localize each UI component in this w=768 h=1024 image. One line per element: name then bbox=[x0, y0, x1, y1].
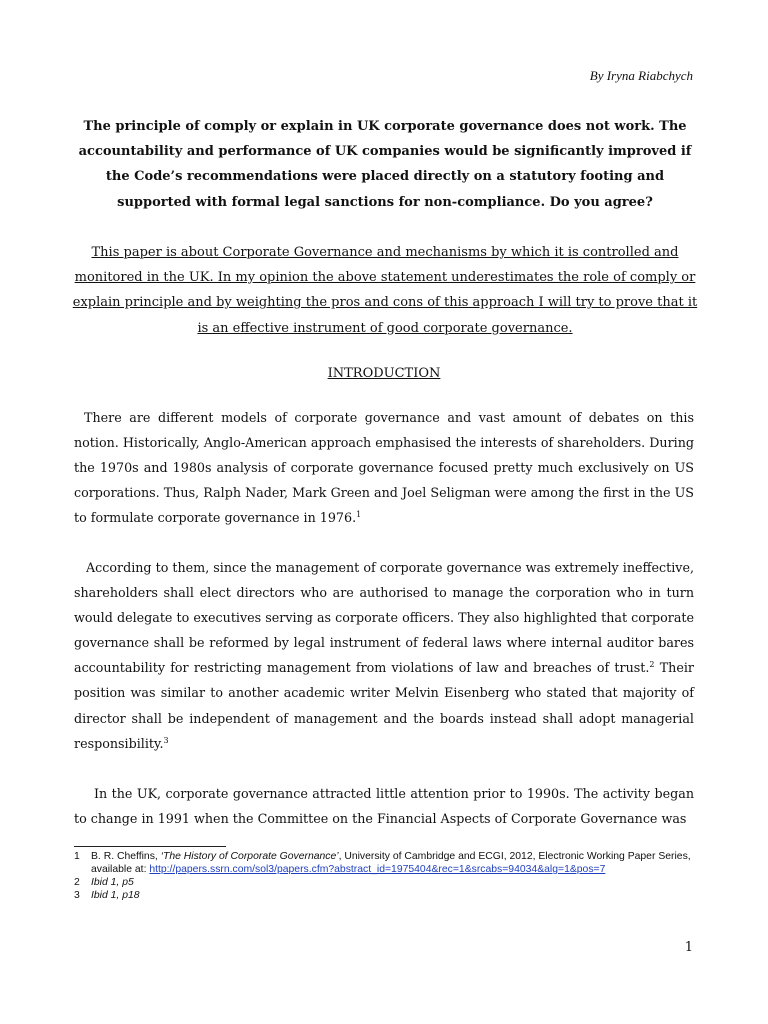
page-number: 1 bbox=[684, 940, 693, 955]
paragraph-1-text: There are different models of corporate governance and vast amount of debates on this notion. Historically, Anglo-American approach emphasised the interests of shareholders. During the 1970s and 1980s analysis of corporate governance focused pretty much exclusively on US corporations. Thus, Ralph Nader, Mark Green and Joel Seligman were among the first in the US to formulate corporate governance in 1976. bbox=[74, 410, 694, 526]
author-byline: By Iryna Riabchych bbox=[589, 68, 693, 83]
footnote-1-title: ‘The History of Corporate Governance’ bbox=[160, 851, 339, 862]
footnote-ref-3[interactable]: 3 bbox=[163, 735, 169, 745]
footnote-number: 2 bbox=[74, 877, 80, 889]
footnote-2 bbox=[74, 876, 704, 889]
paragraph-2 bbox=[74, 555, 694, 756]
footnote-2-text: Ibid 1, p5 bbox=[91, 877, 134, 889]
footnote-3 bbox=[74, 889, 704, 902]
footnote-number: 3 bbox=[74, 890, 80, 902]
footnote-number: 1 bbox=[74, 851, 80, 862]
paragraph-3-text: In the UK, corporate governance attracted little attention prior to 1990s. The activity began to change in 1991 when the Committee on the Financial Aspects of Corporate Governance was bbox=[74, 786, 694, 827]
footnote-1-link[interactable]: http://papers.ssrn.com/sol3/papers.cfm?abstract_id=1975404&rec=1&srcabs=94034&alg=1&pos=7 bbox=[149, 864, 606, 876]
footnote-ref-1[interactable]: 1 bbox=[356, 510, 362, 520]
footnote-1-body bbox=[91, 850, 704, 876]
footnote-3-text: Ibid 1, p18 bbox=[91, 890, 140, 902]
footnote-ref-2[interactable]: 2 bbox=[649, 660, 655, 670]
paragraph-2-text-b: Their position was similar to another academic writer Melvin Eisenberg who stated that majority of director shall be independent of management and the boards instead shall adopt managerial responsibility. bbox=[74, 660, 694, 751]
footnote-1 bbox=[74, 850, 704, 876]
paragraph-1 bbox=[74, 405, 694, 530]
essay-question: The principle of comply or explain in UK corporate governance does not work. The accountability and performance of UK companies would be significantly improved if the Code’s recommendations were placed directly on a statutory footing and supported with formal legal sanctions for non-compliance. Do you agree? bbox=[78, 119, 692, 210]
paragraph-2-text-a: According to them, since the management of corporate governance was extremely ineffective, shareholders shall elect directors who are authorised to manage the corporation who in turn would delegate to executives serving as corporate officers. They also highlighted that corporate governance shall be reformed by legal instrument of federal laws where internal auditor bares accountability for restricting management from violations of law and breaches of trust. bbox=[74, 560, 694, 676]
footnote-1-pre: B. R. Cheffins, bbox=[91, 851, 161, 862]
abstract: This paper is about Corporate Governance and mechanisms by which it is controlled and monitored in the UK. In my opinion the above statement underestimates the role of comply or explain principle and by weighting the pros and cons of this approach I will try to prove that it is an effective instrument of good corporate governance. bbox=[72, 245, 698, 336]
footnotes bbox=[74, 850, 704, 902]
paragraph-3 bbox=[74, 781, 694, 831]
section-heading-introduction: INTRODUCTION bbox=[327, 366, 441, 381]
footnote-separator bbox=[74, 846, 226, 847]
footnote-1-post: , University of Cambridge and ECGI, 2012, Electronic Working Paper Series, available at: bbox=[91, 851, 691, 876]
